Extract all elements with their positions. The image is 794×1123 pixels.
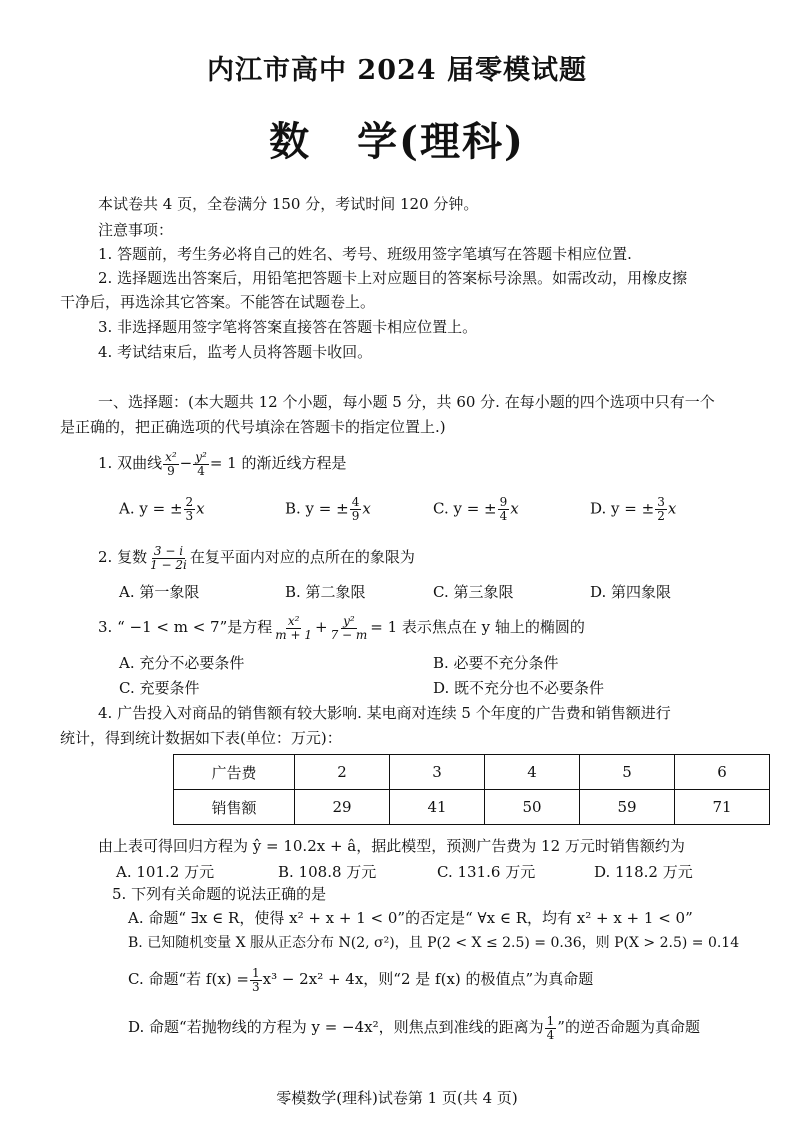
option-fraction: [655, 496, 667, 523]
option-fraction: [184, 496, 196, 523]
denominator: 2: [657, 509, 665, 523]
denominator: 1 − 2i: [150, 557, 187, 572]
question-4-regression: 由上表可得回归方程为 ŷ = 10.2x + â，据此模型，预测广告费为 12 万元时销售额约为: [98, 837, 685, 855]
notice-title: 注意事项：: [98, 221, 174, 239]
table-cell: 71: [675, 790, 770, 825]
question-2: [98, 540, 415, 574]
table-cell: 2: [295, 755, 390, 790]
q3-fraction-x: [273, 615, 314, 642]
section-heading-cont: 是正确的，把正确选项的代号填涂在答题卡的指定位置上.): [60, 418, 446, 436]
question-3: [98, 610, 585, 644]
q2-prefix: 2. 复数: [98, 548, 148, 566]
q3-option-a: A. 充分不必要条件: [119, 654, 245, 672]
option-fraction: [545, 1015, 557, 1042]
option-text: C. 命题“若 f(x) =: [128, 970, 249, 988]
q2-option-d: D. 第四象限: [590, 583, 672, 601]
q3-option-b: B. 必要不充分条件: [433, 654, 559, 672]
option-text: C. y = ±: [433, 499, 497, 518]
option-fraction: [350, 496, 362, 523]
subject-rest: 学(理科): [357, 118, 525, 165]
question-4: 4. 广告投入对商品的销售额有较大影响. 某电商对连续 5 个年度的广告费和销售额进行: [98, 704, 671, 722]
question-1: [98, 446, 347, 480]
option-text: A. y = ±: [119, 499, 183, 518]
q4-option-c: C. 131.6 万元: [437, 863, 536, 881]
question-5: 5. 下列有关命题的说法正确的是: [112, 885, 327, 903]
denominator: m + 1: [275, 627, 312, 642]
numerator: x²: [165, 449, 177, 464]
option-text: ”的逆否命题为真命题: [557, 1018, 700, 1036]
q2-fraction: [148, 545, 189, 572]
numerator: 2: [185, 495, 194, 509]
table-cell: 6: [675, 755, 770, 790]
option-text: x³ − 2x² + 4x，则“2 是 f(x) 的极值点”为真命题: [262, 970, 594, 988]
table-row: [174, 755, 770, 790]
q3-option-d: D. 既不充分也不必要条件: [433, 679, 605, 697]
data-table: [173, 754, 770, 825]
option-fraction: [250, 967, 262, 994]
q2-suffix: 在复平面内对应的点所在的象限为: [189, 548, 415, 566]
option-text: D. y = ±: [590, 499, 655, 518]
question-4-cont: 统计，得到统计数据如下表(单位：万元)：: [60, 729, 342, 747]
denominator: 9: [167, 463, 175, 478]
numerator: 3: [657, 495, 665, 509]
intro-line: 本试卷共 4 页，全卷满分 150 分，考试时间 120 分钟。: [98, 195, 479, 213]
section-heading: 一、选择题：(本大题共 12 个小题，每小题 5 分，共 60 分. 在每小题的四个选项中只有一个: [98, 393, 715, 411]
q1-fraction-x: [163, 451, 179, 478]
q4-option-a: A. 101.2 万元: [116, 863, 215, 881]
numerator: x²: [287, 613, 300, 628]
q4-option-d: D. 118.2 万元: [594, 863, 693, 881]
q3-option-c: C. 充要条件: [119, 679, 200, 697]
page-footer: 零模数学(理科)试卷第 1 页(共 4 页): [276, 1089, 518, 1107]
denominator: 3: [251, 979, 260, 994]
denominator: 9: [351, 509, 360, 523]
option-var: x: [362, 499, 371, 518]
q5-option-b: B. 已知随机变量 X 服从正态分布 N(2, σ²)，且 P(2 < X ≤ 2.5) = 0.36，则 P(X > 2.5) = 0.14: [128, 935, 740, 951]
q1-prefix: 1. 双曲线: [98, 454, 163, 472]
q5-option-a: A. 命题“ ∃x ∈ R，使得 x² + x + 1 < 0”的否定是“ ∀x ∈ R，均有 x² + x + 1 < 0”: [128, 909, 693, 927]
denominator: 7 − m: [330, 627, 368, 642]
numerator: y²: [195, 449, 207, 464]
notice-item-2-cont: 干净后，再选涂其它答案。不能答在试题卷上。: [60, 293, 376, 311]
notice-item-4: 4. 考试结束后，监考人员将答题卡收回。: [98, 343, 373, 361]
numerator: 1: [251, 965, 260, 980]
q3-fraction-y: [329, 615, 370, 642]
q1-suffix: = 1 的渐近线方程是: [209, 454, 347, 472]
numerator: 3 − i: [153, 543, 184, 558]
q3-prefix: 3. “ −1 < m < 7”是方程: [98, 618, 273, 636]
exam-title: 内江市高中 2024 届零模试题: [207, 55, 587, 86]
option-text: D. 命题“若抛物线的方程为 y = −4x²，则焦点到准线的距离为: [128, 1018, 544, 1036]
table-header-cell: 广告费: [174, 755, 295, 790]
q2-option-c: C. 第三象限: [433, 583, 514, 601]
numerator: 9: [499, 495, 508, 509]
notice-item-3: 3. 非选择题用签字笔将答案直接答在答题卡相应位置上。: [98, 318, 478, 336]
option-var: x: [510, 499, 519, 518]
q2-option-a: A. 第一象限: [119, 583, 200, 601]
q1-option-d: [590, 496, 676, 523]
q1-option-b: [285, 496, 371, 523]
table-cell: 50: [485, 790, 580, 825]
option-text: B. y = ±: [285, 499, 349, 518]
denominator: 4: [197, 463, 205, 478]
table-cell: 4: [485, 755, 580, 790]
table-cell: 3: [390, 755, 485, 790]
q3-suffix: = 1 表示焦点在 y 轴上的椭圆的: [370, 618, 585, 636]
notice-item-1: 1. 答题前，考生务必将自己的姓名、考号、班级用签字笔填写在答题卡相应位置.: [98, 245, 632, 263]
option-var: x: [667, 499, 677, 518]
q1-option-c: [433, 496, 519, 523]
q5-option-c: [128, 962, 593, 996]
notice-item-2: 2. 选择题选出答案后，用铅笔把答题卡上对应题目的答案标号涂黑。如需改动，用橡皮擦: [98, 269, 688, 287]
table-cell: 59: [580, 790, 675, 825]
q1-fraction-y: [193, 451, 209, 478]
denominator: 3: [185, 509, 194, 523]
q1-option-a: [119, 496, 205, 523]
table-cell: 5: [580, 755, 675, 790]
q4-option-b: B. 108.8 万元: [278, 863, 377, 881]
table-cell: 29: [295, 790, 390, 825]
subject-char: 数: [269, 118, 312, 165]
numerator: y²: [343, 613, 355, 628]
table-row: [174, 790, 770, 825]
numerator: 4: [351, 495, 360, 509]
denominator: 4: [546, 1027, 555, 1042]
minus-sign: −: [179, 454, 193, 472]
denominator: 4: [499, 509, 508, 523]
subject-title: [0, 110, 794, 167]
q5-option-d: [128, 1010, 700, 1044]
q2-option-b: B. 第二象限: [285, 583, 366, 601]
option-fraction: [498, 496, 510, 523]
option-var: x: [196, 499, 205, 518]
plus-sign: +: [314, 618, 328, 636]
numerator: 1: [546, 1013, 555, 1028]
table-header-cell: 销售额: [174, 790, 295, 825]
table-cell: 41: [390, 790, 485, 825]
